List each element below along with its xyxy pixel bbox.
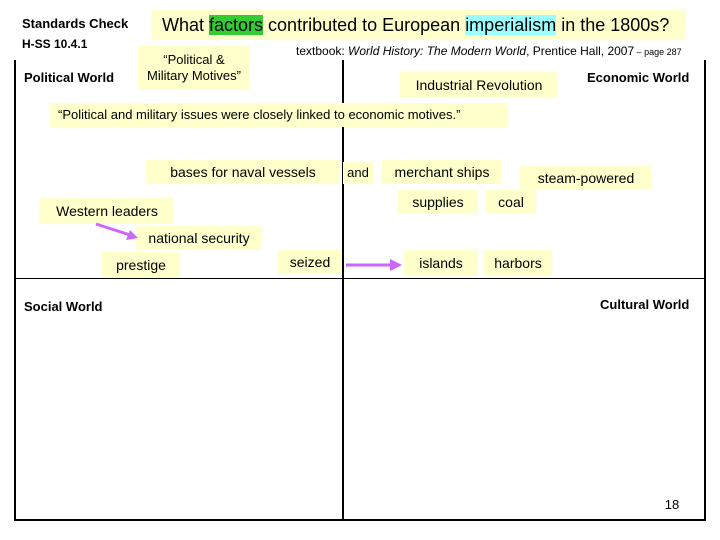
- right-border: [704, 60, 706, 520]
- seized-box: seized: [278, 250, 342, 274]
- industrial-revolution-box: Industrial Revolution: [400, 72, 558, 98]
- islands-box: islands: [404, 250, 478, 276]
- middle-divider: [14, 278, 706, 279]
- naval-bases-box: bases for naval vessels: [146, 160, 340, 184]
- question-highlight-factors: factors: [209, 15, 264, 35]
- page-ref: – page 287: [634, 47, 682, 57]
- political-motives-line2: Military Motives”: [147, 68, 241, 83]
- prestige-box: prestige: [102, 252, 180, 278]
- national-security-box: national security: [136, 226, 262, 250]
- question-mid: contributed to European: [263, 15, 466, 35]
- main-question: [152, 10, 686, 40]
- question-highlight-imperialism: imperialism: [465, 15, 557, 35]
- coal-box: coal: [486, 190, 536, 214]
- quadrant-social: Social World: [24, 299, 103, 314]
- textbook-citation: [296, 44, 682, 58]
- quote-box: “Political and military issues were closely linked to economic motives.”: [50, 103, 508, 127]
- textbook-title: World History: The Modern World: [348, 44, 527, 58]
- standards-check-label: Standards Check: [22, 16, 129, 31]
- and-box: and: [343, 162, 373, 184]
- harbors-box: harbors: [484, 250, 552, 276]
- quadrant-economic: Economic World: [587, 70, 690, 85]
- western-leaders-box: Western leaders: [40, 198, 174, 224]
- steam-powered-box: steam-powered: [520, 166, 652, 190]
- quadrant-political: Political World: [24, 70, 115, 85]
- question-post: in the 1800s?: [556, 15, 670, 35]
- textbook-pre: textbook:: [296, 44, 349, 58]
- center-divider: [342, 60, 344, 520]
- bottom-border: [14, 519, 706, 521]
- left-border: [14, 60, 16, 520]
- political-motives-box: [138, 46, 250, 90]
- quadrant-cultural: Cultural World: [600, 297, 690, 312]
- page-number: 18: [662, 496, 682, 514]
- arrow-icon-leaders-to-security: [94, 220, 144, 244]
- question-pre: What: [162, 15, 210, 35]
- textbook-post: , Prentice Hall, 2007: [526, 44, 635, 58]
- political-motives-line1: “Political &: [163, 52, 225, 67]
- supplies-box: supplies: [398, 190, 478, 214]
- merchant-ships-box: merchant ships: [382, 160, 502, 184]
- arrow-icon-seized-to-islands: [344, 258, 404, 272]
- standard-code: H-SS 10.4.1: [22, 37, 88, 51]
